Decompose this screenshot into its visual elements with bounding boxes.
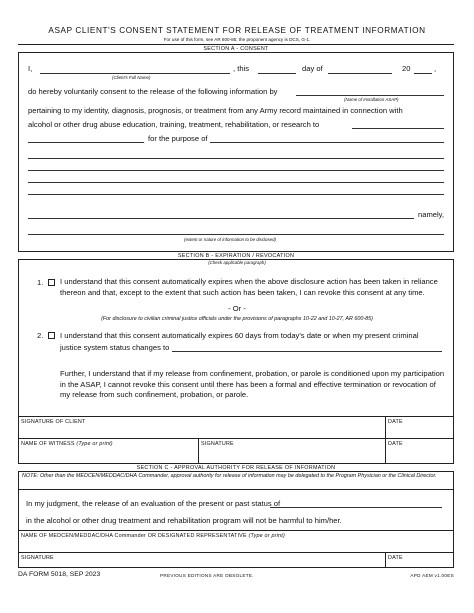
item-1-number: 1.	[37, 278, 44, 287]
pertaining-line-2: alcohol or other drug abuse education, training, treatment, rehabilitation, or research to	[28, 120, 320, 129]
pertaining-line-1: pertaining to my identity, diagnosis, prognosis, or treatment from any Army record maintained in connection with	[28, 106, 403, 115]
divider	[385, 416, 386, 438]
signature-of-client-label: SIGNATURE OF CLIENT	[21, 419, 86, 425]
judgment-text-2: in the alcohol or other drug treatment and rehabilitation program will not be harmful to him/her.	[26, 516, 342, 525]
section-a-heading: SECTION A - CONSENT	[18, 44, 454, 53]
item-2-note: (For disclosure to civilian criminal justice officials under the provisions of paragraphs 10-22 and 10-27, AR 600-85)	[101, 316, 373, 322]
divider	[198, 438, 199, 463]
section-c-heading: SECTION C - APPROVAL AUTHORITY FOR RELEASE OF INFORMATION	[18, 463, 454, 472]
divider	[385, 438, 386, 463]
commander-name-label: NAME OF MEDCEN/MEDDAC/DHA Commander OR DESIGNATED REPRESENTATIVE (Type or print)	[21, 533, 285, 539]
item-2-text-line-2: justice system status changes to	[60, 343, 170, 352]
client-name-caption: (Client's Full Name)	[112, 75, 151, 80]
divider	[18, 530, 454, 531]
extent-caption: (extent or nature of information to be disclosed)	[184, 237, 277, 242]
section-b-heading: SECTION B - EXPIRATION / REVOCATION	[18, 251, 454, 260]
year-field[interactable]	[414, 73, 432, 74]
item-2-text-line-1: I understand that this consent automatically expires 60 days from today's date or when my present criminal	[60, 331, 419, 340]
client-status-field[interactable]	[270, 507, 442, 508]
installation-field[interactable]	[296, 95, 444, 96]
judgment-text: In my judgment, the release of an evaluation of the present or past status of	[26, 499, 281, 508]
namely-field[interactable]	[28, 218, 414, 219]
form-title: ASAP CLIENT'S CONSENT STATEMENT FOR RELEASE OF TREATMENT INFORMATION	[48, 26, 426, 35]
purpose-field-3[interactable]	[28, 170, 444, 171]
status-field[interactable]	[172, 351, 442, 352]
month-field[interactable]	[328, 73, 392, 74]
consent-text: do hereby voluntarily consent to the release of the following information by	[28, 87, 278, 96]
purpose-field-5[interactable]	[28, 194, 444, 195]
divider	[18, 416, 454, 417]
year-suffix: ,	[434, 64, 437, 73]
item-1-checkbox[interactable]	[48, 279, 55, 286]
recipient-field-2[interactable]	[28, 142, 144, 143]
item-2-number: 2.	[37, 331, 44, 340]
date-label-1: DATE	[388, 419, 403, 425]
day-field[interactable]	[258, 73, 296, 74]
signature-label-2: SIGNATURE	[21, 555, 54, 561]
check-caption: (Check applicable paragraph)	[208, 260, 266, 265]
further-text: Further, I understand that if my release from confinement, probation, or parole is conditioned upon my participation in the ASAP, I cannot revoke this consent until there has been a formal and effective termination or revocation of my release from such confinement, probation, or parole.	[60, 369, 445, 399]
this-label: , this	[233, 64, 250, 73]
installation-caption: (Name of Installation ASAP)	[344, 97, 399, 102]
date-label-2: DATE	[388, 441, 403, 447]
i-label: I,	[28, 64, 33, 73]
previous-editions-note: PREVIOUS EDITIONS ARE OBSOLETE.	[160, 573, 254, 578]
purpose-field-2[interactable]	[28, 158, 444, 159]
date-label-3: DATE	[388, 555, 403, 561]
purpose-field-4[interactable]	[28, 182, 444, 183]
day-of-label: day of	[302, 64, 323, 73]
divider	[18, 552, 454, 553]
divider	[18, 489, 454, 490]
purpose-field-1[interactable]	[210, 142, 444, 143]
year-prefix: 20	[402, 64, 411, 73]
extent-field[interactable]	[28, 234, 444, 235]
item-2-checkbox[interactable]	[48, 332, 55, 339]
recipient-field-1[interactable]	[352, 128, 444, 129]
divider	[385, 552, 386, 568]
apd-version: APD AEM v1.00ES	[410, 573, 454, 578]
purpose-label: for the purpose of	[148, 134, 208, 143]
form-subtitle: For use of this form, see AR 600-85; the proponent agency is DCS, G-1.	[163, 37, 311, 42]
form-id: DA FORM 5018, SEP 2023	[18, 571, 101, 578]
name-of-witness-label: NAME OF WITNESS (Type or print)	[21, 441, 113, 447]
or-text: - Or -	[228, 304, 246, 313]
client-name-field[interactable]	[40, 73, 230, 74]
item-1-text: I understand that this consent automatically expires when the above disclosure action has been taken in reliance thereon and that, except to the extent that such action has been taken, I can revoke this consent at any time.	[60, 277, 438, 297]
namely-label: namely,	[418, 210, 445, 219]
section-c-note: NOTE: Other than the MEDCEN/MEDDAC/DHA Commander, approval authority for release of information may be delegated to the Program Physician or the Clinical Director.	[22, 473, 437, 479]
signature-label-1: SIGNATURE	[201, 441, 234, 447]
divider	[18, 438, 454, 439]
